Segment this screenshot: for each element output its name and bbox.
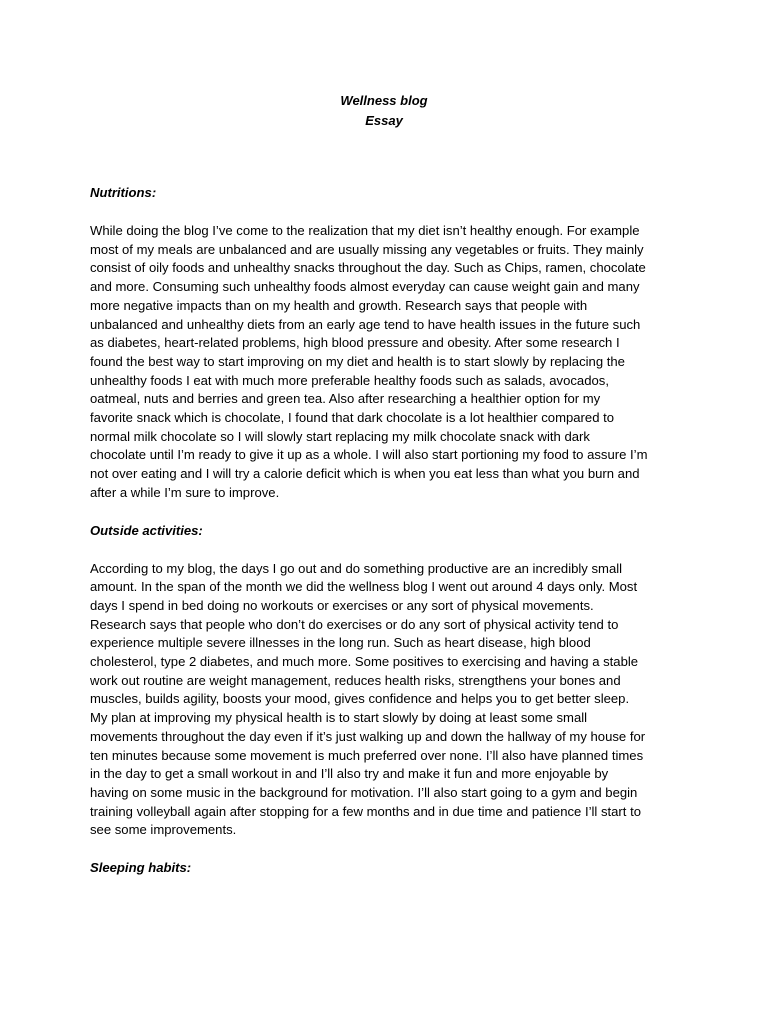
- section-paragraph: [90, 560, 680, 841]
- paragraph-line: days I spend in bed doing no workouts or exercises or any sort of physical movements.: [90, 597, 594, 613]
- paragraph-line: normal milk chocolate so I will slowly start replacing my milk chocolate snack with dark: [90, 428, 590, 444]
- paragraph-line: consist of oily foods and unhealthy snacks throughout the day. Such as Chips, ramen, chocolate: [90, 260, 646, 276]
- paragraph-line: in the day to get a small workout in and I’ll also try and make it fun and more enjoyable by: [90, 766, 609, 782]
- paragraph-line: movements throughout the day even if it’s just walking up and down the hallway of my house for: [90, 728, 646, 744]
- section-sleeping-habits: [90, 859, 680, 878]
- section-outside-activities: [90, 522, 680, 860]
- paragraph-line: unhealthy foods I eat with much more preferable healthy foods such as salads, avocados,: [90, 372, 609, 388]
- section-nutritions: [90, 184, 680, 522]
- paragraph-line: ten minutes because some movement is much preferred over none. I’ll also have planned times: [90, 747, 644, 763]
- document-subtitle: Essay: [365, 113, 403, 128]
- paragraph-line: see some improvements.: [90, 822, 237, 838]
- document-body: [90, 184, 680, 878]
- section-heading: Sleeping habits:: [90, 860, 192, 876]
- paragraph-line: cholesterol, type 2 diabetes, and much more. Some positives to exercising and having a stable: [90, 654, 639, 670]
- paragraph-line: My plan at improving my physical health is to start slowly by doing at least some small: [90, 710, 588, 726]
- paragraph-line: According to my blog, the days I go out and do something productive are an incredibly small: [90, 560, 623, 576]
- paragraph-line: Research says that people who don’t do exercises or do any sort of physical activity tend to: [90, 616, 619, 632]
- paragraph-line: work out routine are weight management, reduces health risks, strengthens your bones and: [90, 672, 621, 688]
- paragraph-line: and more. Consuming such unhealthy foods almost everyday can cause weight gain and many: [90, 279, 640, 295]
- paragraph-line: most of my meals are unbalanced and are usually missing any vegetables or fruits. They mainly: [90, 241, 644, 257]
- paragraph-line: training volleyball again after stopping for a few months and in due time and patience I’ll start to: [90, 803, 641, 819]
- paragraph-line: While doing the blog I’ve come to the realization that my diet isn’t healthy enough. For example: [90, 223, 640, 238]
- document-title-block: [0, 91, 768, 131]
- paragraph-line: as diabetes, heart-related problems, high blood pressure and obesity. After some research I: [90, 335, 620, 351]
- paragraph-line: experience multiple severe illnesses in the long run. Such as heart disease, high blood: [90, 635, 591, 651]
- paragraph-line: unbalanced and unhealthy diets from an early age tend to have health issues in the future such: [90, 316, 641, 332]
- paragraph-line: amount. In the span of the month we did the wellness blog I went out around 4 days only. Most: [90, 579, 638, 595]
- section-paragraph: [90, 222, 680, 503]
- paragraph-line: found the best way to start improving on my diet and health is to start slowly by replacing the: [90, 353, 625, 369]
- document-title: Wellness blog: [340, 93, 428, 108]
- paragraph-line: muscles, builds agility, boosts your mood, gives confidence and helps you to get better sleep.: [90, 691, 630, 707]
- paragraph-line: more negative impacts than on my health and growth. Research says that people with: [90, 297, 588, 313]
- paragraph-line: favorite snack which is chocolate, I found that dark chocolate is a lot healthier compared to: [90, 410, 615, 426]
- paragraph-line: after a while I’m sure to improve.: [90, 484, 280, 500]
- section-heading: Nutritions:: [90, 185, 157, 200]
- paragraph-line: chocolate until I’m ready to give it up as a whole. I will also start portioning my food to assure I’m: [90, 447, 648, 463]
- paragraph-line: not over eating and I will try a calorie deficit which is when you eat less than what you burn and: [90, 466, 640, 482]
- paragraph-line: having on some music in the background for motivation. I’ll also start going to a gym and begin: [90, 784, 638, 800]
- paragraph-line: oatmeal, nuts and berries and green tea. Also after researching a healthier option for my: [90, 391, 601, 407]
- section-heading: Outside activities:: [90, 522, 203, 538]
